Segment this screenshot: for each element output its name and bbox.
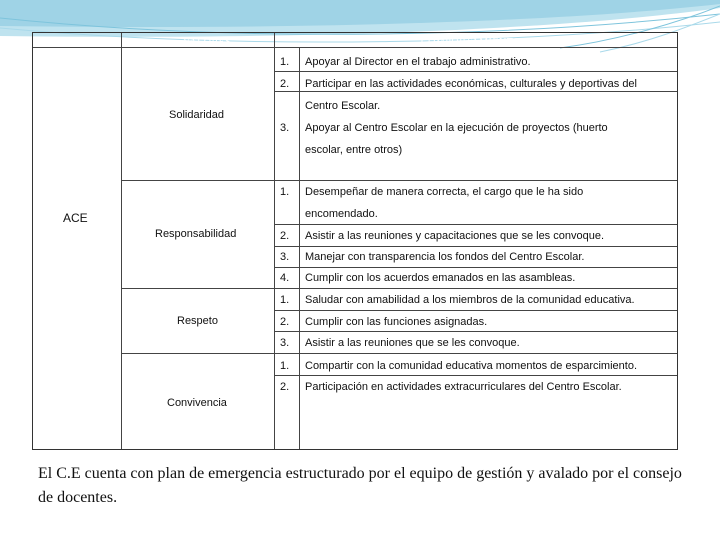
- behavior-text: encomendado.: [305, 208, 378, 220]
- behavior-text: escolar, entre otros): [305, 144, 403, 156]
- row-divider: [274, 91, 677, 92]
- header-behavior: COMPORTAMIENTO: [421, 37, 521, 48]
- behavior-text: Participar en las actividades económicas, culturales y deportivas del: [305, 78, 637, 90]
- column-divider: [121, 33, 122, 449]
- group-divider: [121, 353, 677, 354]
- item-number: 1.: [280, 360, 290, 372]
- item-number: 2.: [280, 316, 290, 328]
- header-values: VALORES: [183, 37, 232, 48]
- item-number: 2.: [280, 381, 290, 393]
- item-number: 3.: [280, 251, 290, 263]
- values-table: [32, 32, 678, 450]
- header-divider: [33, 47, 677, 48]
- behavior-text: Compartir con la comunidad educativa momentos de esparcimiento.: [305, 360, 637, 372]
- item-number: 1.: [280, 294, 290, 306]
- footer-note: El C.E cuenta con plan de emergencia estructurado por el equipo de gestión y avalado por el consejo de docentes.: [38, 465, 682, 506]
- row-divider: [274, 246, 677, 247]
- behavior-text: Apoyar al Centro Escolar en la ejecución de proyectos (huerto: [305, 122, 608, 134]
- behavior-text: Cumplir con los acuerdos emanados en las asambleas.: [305, 272, 576, 284]
- row-divider: [274, 375, 677, 376]
- behavior-text: Desempeñar de manera correcta, el cargo que le ha sido: [305, 186, 584, 198]
- row-divider: [274, 71, 677, 72]
- value-name: Respeto: [177, 315, 218, 327]
- value-name: Responsabilidad: [155, 228, 237, 240]
- group-divider: [121, 288, 677, 289]
- item-number: 3.: [280, 337, 290, 349]
- behavior-text: Saludar con amabilidad a los miembros de la comunidad educativa.: [305, 294, 635, 306]
- sector-label: ACE: [63, 211, 88, 225]
- item-number: 2.: [280, 230, 290, 242]
- behavior-text: Participación en actividades extracurriculares del Centro Escolar.: [305, 381, 622, 393]
- header-sector: SECTOR: [57, 37, 99, 48]
- group-divider: [121, 180, 677, 181]
- row-divider: [274, 331, 677, 332]
- behavior-text: Centro Escolar.: [305, 100, 381, 112]
- behavior-text: Apoyar al Director en el trabajo administrativo.: [305, 56, 531, 68]
- behavior-text: Cumplir con las funciones asignadas.: [305, 316, 488, 328]
- row-divider: [274, 267, 677, 268]
- item-number: 2.: [280, 78, 290, 90]
- column-divider: [274, 33, 275, 449]
- row-divider: [274, 224, 677, 225]
- item-number: 4.: [280, 272, 290, 284]
- behavior-text: Manejar con transparencia los fondos del Centro Escolar.: [305, 251, 585, 263]
- item-number: 3.: [280, 122, 290, 134]
- item-number: 1.: [280, 56, 290, 68]
- value-name: Convivencia: [167, 397, 227, 409]
- column-divider: [299, 47, 300, 449]
- value-name: Solidaridad: [169, 109, 225, 121]
- row-divider: [274, 310, 677, 311]
- behavior-text: Asistir a las reuniones y capacitaciones que se les convoque.: [305, 230, 605, 242]
- item-number: 1.: [280, 186, 290, 198]
- behavior-text: Asistir a las reuniones que se les convoque.: [305, 337, 520, 349]
